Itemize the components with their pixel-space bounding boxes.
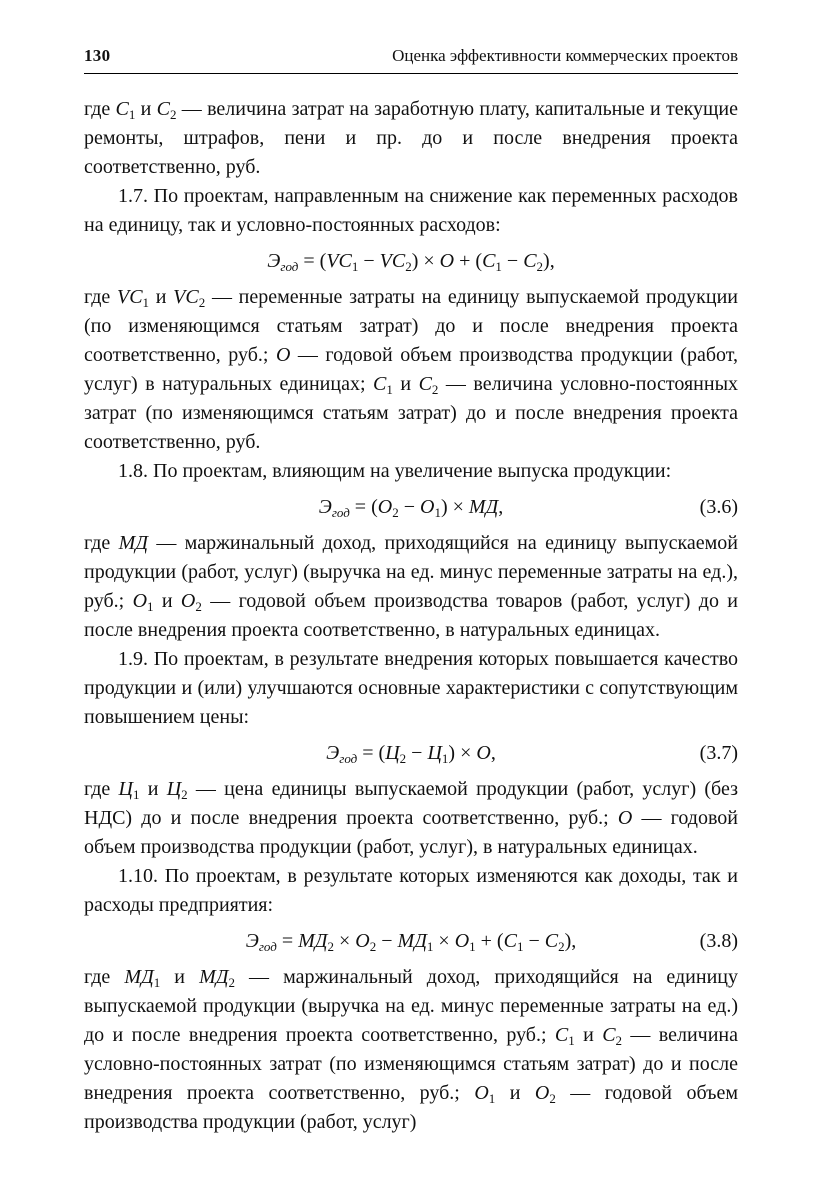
paragraph: 1.7. По проектам, направленным на снижение как переменных расходов на единицу, так и условно-постоянных расходов: bbox=[84, 185, 738, 236]
paragraph: где $МД_1$ и $МД_2$ — маржинальный доход, приходящийся на единицу выпускаемой продукции (выручка на ед. минус переменные затраты на ед.) до и после внедрения проекта соответственно, руб.; $С_1$ и $С_2$ — величина условно-постоянных затрат (по изменяющимся статьям затрат) до и после внедрения проекта соответственно, руб.; $О_1$ и $О_2$ — годовой объем производства продукции (работ, услуг) bbox=[84, 966, 739, 1133]
running-header bbox=[84, 46, 738, 73]
running-title: Оценка эффективности коммерческих проектов bbox=[392, 46, 738, 65]
document-body bbox=[84, 95, 738, 1137]
formula-expression: $Э_{год} = (О_2 - О_1)$ × МД, bbox=[318, 496, 504, 520]
page-number: 130 bbox=[84, 46, 111, 65]
paragraph: где МД — маржинальный доход, приходящийся на единицу выпускаемой продукции (работ, услуг) (выручка на ед. минус переменные затраты на ед.), руб.; $О_1$ и $О_2$ — годовой объем производства товаров (работ, услуг) до и после внедрения проекта соответственно, в натуральных единицах. bbox=[84, 532, 739, 641]
paragraph: 1.8. По проектам, влияющим на увеличение выпуска продукции: bbox=[118, 460, 672, 482]
formula-expression: $Э_{год} = МД_2 \times О_2 - МД_1 \times О_1 + (С_1 - С_2)$, bbox=[245, 930, 577, 954]
formula-number: (3.6) bbox=[699, 496, 738, 518]
formula bbox=[84, 493, 738, 522]
formula-number: (3.8) bbox=[699, 930, 738, 952]
paragraph: 1.9. По проектам, в результате внедрения которых повышается качество продукции и (или) улучшаются основные характеристики с сопутствующим повышением цены: bbox=[84, 648, 738, 728]
paragraph: где $Ц_1$ и $Ц_2$ — цена единицы выпускаемой продукции (работ, услуг) (без НДС) до и после внедрения проекта соответственно, руб.; О — годовой объем производства продукции (работ, услуг), в натуральных единицах. bbox=[84, 778, 738, 858]
formula bbox=[84, 739, 738, 768]
formula bbox=[84, 247, 738, 276]
header-rule bbox=[84, 73, 738, 74]
formula bbox=[84, 927, 738, 956]
paragraph: где $С_1$ и $С_2$ — величина затрат на заработную плату, капитальные и текущие ремонты, штрафов, пени и пр. до и после внедрения проекта соответственно, руб. bbox=[84, 98, 739, 178]
paragraph: 1.10. По проектам, в результате которых изменяются как доходы, так и расходы предприятия: bbox=[84, 865, 738, 916]
paragraph: где $VC_1$ и $VC_2$ — переменные затраты на единицу выпускаемой продукции (по изменяющимся статьям затрат) до и после внедрения проекта соответственно, руб.; О — годовой объем производства продукции (работ, услуг) в натуральных единицах; $С_1$ и $С_2$ — величина условно-постоянных затрат (по изменяющимся статьям затрат) до и после внедрения проекта соответственно, руб. bbox=[84, 286, 739, 453]
formula-number: (3.7) bbox=[699, 742, 738, 764]
formula-expression: $Э_{год} = (VC_1 - VC_2) \times О + (С_1 - С_2)$, bbox=[267, 250, 555, 274]
formula-expression: $Э_{год} = (Ц_2 - Ц_1) \times О$, bbox=[326, 742, 496, 766]
